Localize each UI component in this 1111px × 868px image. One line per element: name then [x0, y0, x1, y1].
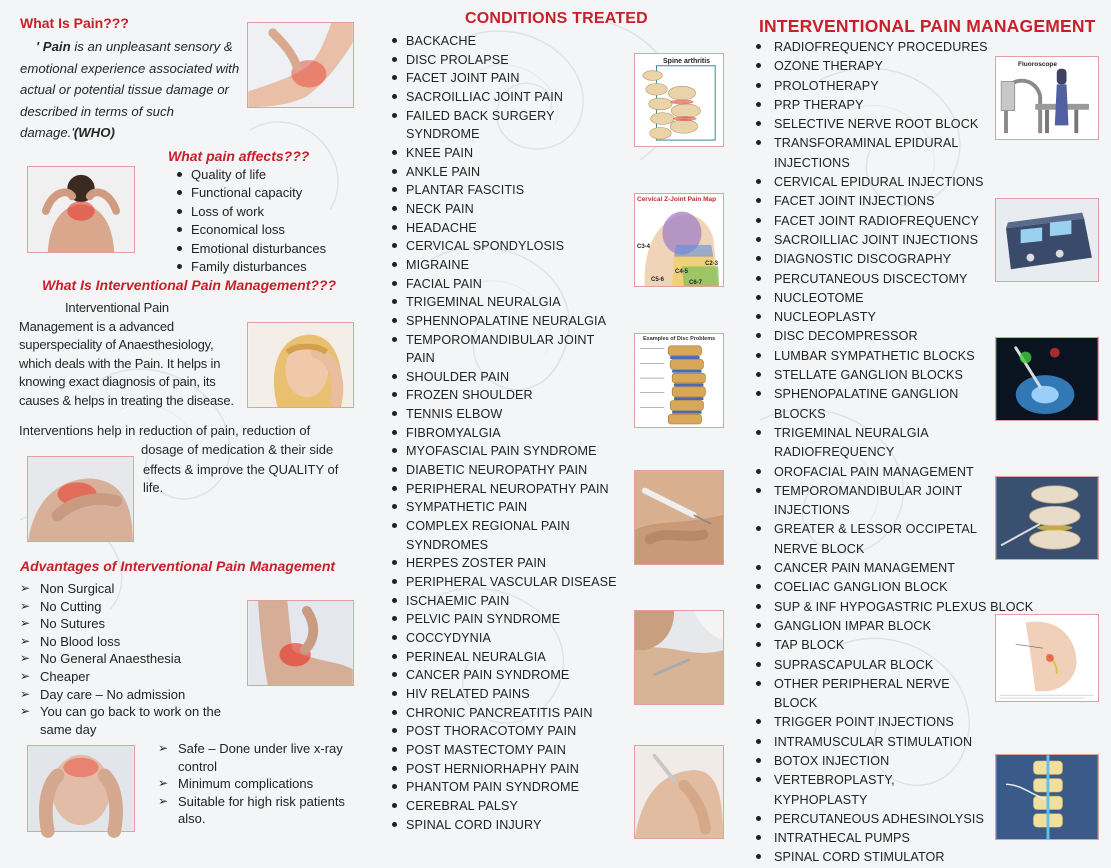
- list-item: SYMPATHETIC PAIN: [390, 498, 625, 517]
- what-pain-affects-heading: What pain affects???: [168, 148, 310, 164]
- list-item: DISC PROLAPSE: [390, 51, 625, 70]
- pain-definition-source: (WHO): [73, 125, 115, 140]
- list-item: Emotional disturbances: [175, 240, 326, 258]
- list-item: Loss of work: [175, 203, 326, 221]
- neck-pain-photo: [27, 166, 135, 253]
- interventions-line2: dosage of medication & their side: [141, 442, 334, 457]
- conditions-list: [390, 32, 645, 834]
- list-item: FROZEN SHOULDER: [390, 386, 625, 405]
- list-item: SPINAL CORD INJURY: [390, 816, 625, 835]
- head-pain-photo: [27, 745, 135, 832]
- list-item: PERIPHERAL NEUROPATHY PAIN: [390, 480, 625, 499]
- arrow-bullet-icon: ➢: [158, 741, 169, 755]
- list-item: ➢ Suitable for high risk patients also.: [158, 793, 345, 827]
- list-item: ➢ Day care – No admission: [20, 686, 186, 702]
- list-item: VERTEBROPLASTY, KYPHOPLASTY: [752, 771, 990, 810]
- list-item: ➢ Minimum complications: [158, 776, 314, 792]
- list-item: HERPES ZOSTER PAIN: [390, 554, 625, 573]
- pain-definition: [20, 36, 242, 144]
- ankle-pain-photo: [247, 600, 354, 686]
- what-is-ipm-heading: What Is Interventional Pain Management???: [42, 277, 337, 293]
- advantages-list-continued: [156, 740, 356, 828]
- spine-arthritis-image: [634, 53, 724, 147]
- fluoroscope-label: Fluoroscope: [1018, 61, 1058, 68]
- list-item: CANCER PAIN SYNDROME: [390, 666, 625, 685]
- list-item: MIGRAINE: [390, 256, 625, 275]
- list-item: Functional capacity: [175, 184, 326, 202]
- list-item: CHRONIC PANCREATITIS PAIN: [390, 704, 625, 723]
- shoulder-injection-photo: [634, 745, 724, 839]
- list-item: INTRAMUSCULAR STIMULATION: [752, 733, 990, 752]
- list-item: FACET JOINT PAIN: [390, 69, 625, 88]
- list-item: HIV RELATED PAINS: [390, 685, 625, 704]
- list-item: ➢ No Blood loss: [20, 633, 121, 649]
- list-item: ➢ Cheaper: [20, 668, 90, 684]
- cervical-tag: C6-7: [689, 280, 703, 286]
- list-item: ➢ No Sutures: [20, 616, 106, 632]
- list-item: OTHER PERIPHERAL NERVE BLOCK: [752, 675, 990, 714]
- pain-affects-list: [175, 166, 326, 276]
- spine-injection-image: [995, 476, 1099, 560]
- list-item: TAP BLOCK: [752, 636, 990, 655]
- list-item: ➢ No Cutting: [20, 598, 102, 614]
- pain-definition-body: is an unpleasant sensory & emotional experience associated with actual or potential tissue damage or described in terms of such damage.': [20, 39, 240, 140]
- list-item: PERCUTANEOUS ADHESINOLYSIS: [752, 810, 990, 829]
- list-item: BOTOX INJECTION: [752, 752, 990, 771]
- arrow-bullet-icon: ➢: [20, 668, 31, 683]
- list-item: ISCHAEMIC PAIN: [390, 592, 625, 611]
- interventions-line4: life.: [143, 480, 164, 495]
- cervical-tag: C4-5: [675, 269, 689, 275]
- what-is-pain-heading: What Is Pain???: [20, 15, 129, 31]
- list-item: PERIPHERAL VASCULAR DISEASE: [390, 573, 625, 592]
- shoulder-pain-photo: [27, 456, 134, 542]
- list-item: SACROILLIAC JOINT PAIN: [390, 88, 625, 107]
- list-item: POST THORACOTOMY PAIN: [390, 722, 625, 741]
- cervical-tag: C2-3: [705, 261, 719, 267]
- list-item: PERINEAL NEURALGIA: [390, 648, 625, 667]
- arrow-bullet-icon: ➢: [20, 581, 31, 595]
- list-item: FAILED BACK SURGERY SYNDROME: [390, 107, 625, 144]
- elbow-pain-photo: [247, 22, 354, 108]
- list-item: COCCYDYNIA: [390, 629, 625, 648]
- list-item: LUMBAR SYMPATHETIC BLOCKS: [752, 347, 990, 366]
- injection-procedure-photo: [634, 470, 724, 565]
- interventions-line3: effects & improve the QUALITY of: [143, 462, 339, 477]
- list-item: SACROILLIAC JOINT INJECTIONS: [752, 231, 990, 250]
- radiofrequency-generator-image: [995, 198, 1099, 282]
- list-item: TEMPOROMANDIBULAR JOINT INJECTIONS: [752, 482, 990, 521]
- list-item: DIAGNOSTIC DISCOGRAPHY: [752, 250, 990, 269]
- list-item: SELECTIVE NERVE ROOT BLOCK: [752, 115, 990, 134]
- cervical-tag: C5-6: [651, 277, 665, 283]
- list-item: GREATER & LESSOR OCCIPETAL NERVE BLOCK: [752, 520, 990, 559]
- list-item: POST MASTECTOMY PAIN: [390, 741, 625, 760]
- column-interventional-pain-management: [740, 0, 1111, 865]
- face-nerve-block-image: [995, 614, 1099, 702]
- list-item: ANKLE PAIN: [390, 163, 625, 182]
- fluoroscope-image: [995, 56, 1099, 140]
- list-item: FACIAL PAIN: [390, 275, 625, 294]
- list-item: PERCUTANEOUS DISCECTOMY: [752, 270, 990, 289]
- list-item: COMPLEX REGIONAL PAIN SYNDROMES: [390, 517, 625, 554]
- arrow-bullet-icon: ➢: [20, 616, 31, 631]
- list-item: TRANSFORAMINAL EPIDURAL INJECTIONS: [752, 134, 990, 173]
- list-item: TRIGEMINAL NEURALGIA RADIOFREQUENCY: [752, 424, 990, 463]
- list-item: CERVICAL SPONDYLOSIS: [390, 237, 625, 256]
- arrow-bullet-icon: ➢: [158, 793, 169, 808]
- list-item: DISC DECOMPRESSOR: [752, 327, 990, 346]
- list-item: SPHENNOPALATINE NEURALGIA: [390, 312, 625, 331]
- list-item: SUP & INF HYPOGASTRIC PLEXUS BLOCK: [752, 598, 1052, 617]
- arrow-bullet-icon: ➢: [20, 598, 31, 613]
- list-item: PHANTOM PAIN SYNDROME: [390, 778, 625, 797]
- list-item: CANCER PAIN MANAGEMENT: [752, 559, 990, 578]
- list-item: TRIGEMINAL NEURALGIA: [390, 293, 625, 312]
- list-item: TEMPOROMANDIBULAR JOINT PAIN: [390, 331, 625, 368]
- list-item: TRIGGER POINT INJECTIONS: [752, 713, 990, 732]
- list-item: PROLOTHERAPY: [752, 77, 990, 96]
- ipm-procedures-heading: INTERVENTIONAL PAIN MANAGEMENT: [759, 16, 1096, 36]
- cervical-map-label: Cervical Z-Joint Pain Map: [637, 196, 717, 203]
- list-item: SUPRASCAPULAR BLOCK: [752, 656, 990, 675]
- list-item: Family disturbances: [175, 258, 326, 276]
- arrow-bullet-icon: ➢: [20, 686, 31, 701]
- list-item: INTRATHECAL PUMPS: [752, 829, 990, 848]
- list-item: TENNIS ELBOW: [390, 405, 625, 424]
- list-item: FACET JOINT RADIOFREQUENCY: [752, 212, 990, 231]
- spine-arthritis-label: Spine arthritis: [663, 58, 711, 65]
- column-conditions-treated: [370, 0, 740, 855]
- arrow-bullet-icon: ➢: [158, 776, 169, 791]
- list-item: SPINAL CORD STIMULATOR: [752, 848, 990, 867]
- disc-problems-label: Examples of Disc Problems: [643, 336, 716, 342]
- column-about-pain: [0, 0, 370, 855]
- list-item: MYOFASCIAL PAIN SYNDROME: [390, 442, 625, 461]
- list-item: OROFACIAL PAIN MANAGEMENT: [752, 463, 990, 482]
- list-item: PELVIC PAIN SYNDROME: [390, 610, 625, 629]
- list-item: NUCLEOPLASTY: [752, 308, 990, 327]
- list-item: RADIOFREQUENCY PROCEDURES: [752, 38, 990, 57]
- list-item: SPHENOPALATINE GANGLION BLOCKS: [752, 385, 990, 424]
- disc-problems-image: [634, 333, 724, 428]
- list-item: Quality of life: [175, 166, 326, 184]
- list-item: GANGLION IMPAR BLOCK: [752, 617, 990, 636]
- list-item: ➢ No General Anaesthesia: [20, 651, 181, 667]
- list-item: OZONE THERAPY: [752, 57, 990, 76]
- list-item: KNEE PAIN: [390, 144, 625, 163]
- headache-woman-photo: [247, 322, 354, 408]
- list-item: NUCLEOTOME: [752, 289, 990, 308]
- list-item: CERVICAL EPIDURAL INJECTIONS: [752, 173, 990, 192]
- list-item: FIBROMYALGIA: [390, 424, 625, 443]
- list-item: FACET JOINT INJECTIONS: [752, 192, 990, 211]
- list-item: POST HERNIORHAPHY PAIN: [390, 760, 625, 779]
- list-item: CEREBRAL PALSY: [390, 797, 625, 816]
- advantages-list: [18, 580, 248, 738]
- list-item: BACKACHE: [390, 32, 625, 51]
- list-item: STELLATE GANGLION BLOCKS: [752, 366, 990, 385]
- list-item: ➢ Safe – Done under live x-ray control: [158, 741, 343, 774]
- spinal-cord-stimulator-image: [995, 754, 1099, 840]
- arrow-bullet-icon: ➢: [20, 633, 31, 648]
- cervical-tag: C3-4: [637, 244, 651, 250]
- list-item: SHOULDER PAIN: [390, 368, 625, 387]
- list-item: HEADACHE: [390, 219, 625, 238]
- list-item: ➢ You can go back to work on the same day: [20, 704, 221, 737]
- procedures-list: [752, 38, 1052, 868]
- arrow-bullet-icon: ➢: [20, 704, 31, 719]
- advantages-heading: Advantages of Interventional Pain Management: [20, 558, 336, 574]
- ipm-description: Interventional Pain Management is a advanced superspeciality of Anaesthesiology, which deals with the Pain. It helps in knowing exact diagnosis of pain, its causes & helps in treating the disease.: [19, 300, 234, 408]
- disc-decompression-image: [995, 337, 1099, 421]
- list-item: COELIAC GANGLION BLOCK: [752, 578, 990, 597]
- interventions-line1: Interventions help in reduction of pain, reduction of: [19, 423, 311, 438]
- list-item: PLANTAR FASCITIS: [390, 181, 625, 200]
- list-item: PRP THERAPY: [752, 96, 990, 115]
- knee-injection-photo: [634, 610, 724, 705]
- list-item: Economical loss: [175, 221, 326, 239]
- list-item: ➢ Non Surgical: [20, 581, 115, 596]
- pain-definition-lead: ' Pain: [36, 39, 71, 54]
- arrow-bullet-icon: ➢: [20, 651, 31, 666]
- conditions-heading: CONDITIONS TREATED: [465, 10, 648, 27]
- list-item: DIABETIC NEUROPATHY PAIN: [390, 461, 625, 480]
- cervical-joint-pain-map-image: [634, 193, 724, 287]
- list-item: NECK PAIN: [390, 200, 625, 219]
